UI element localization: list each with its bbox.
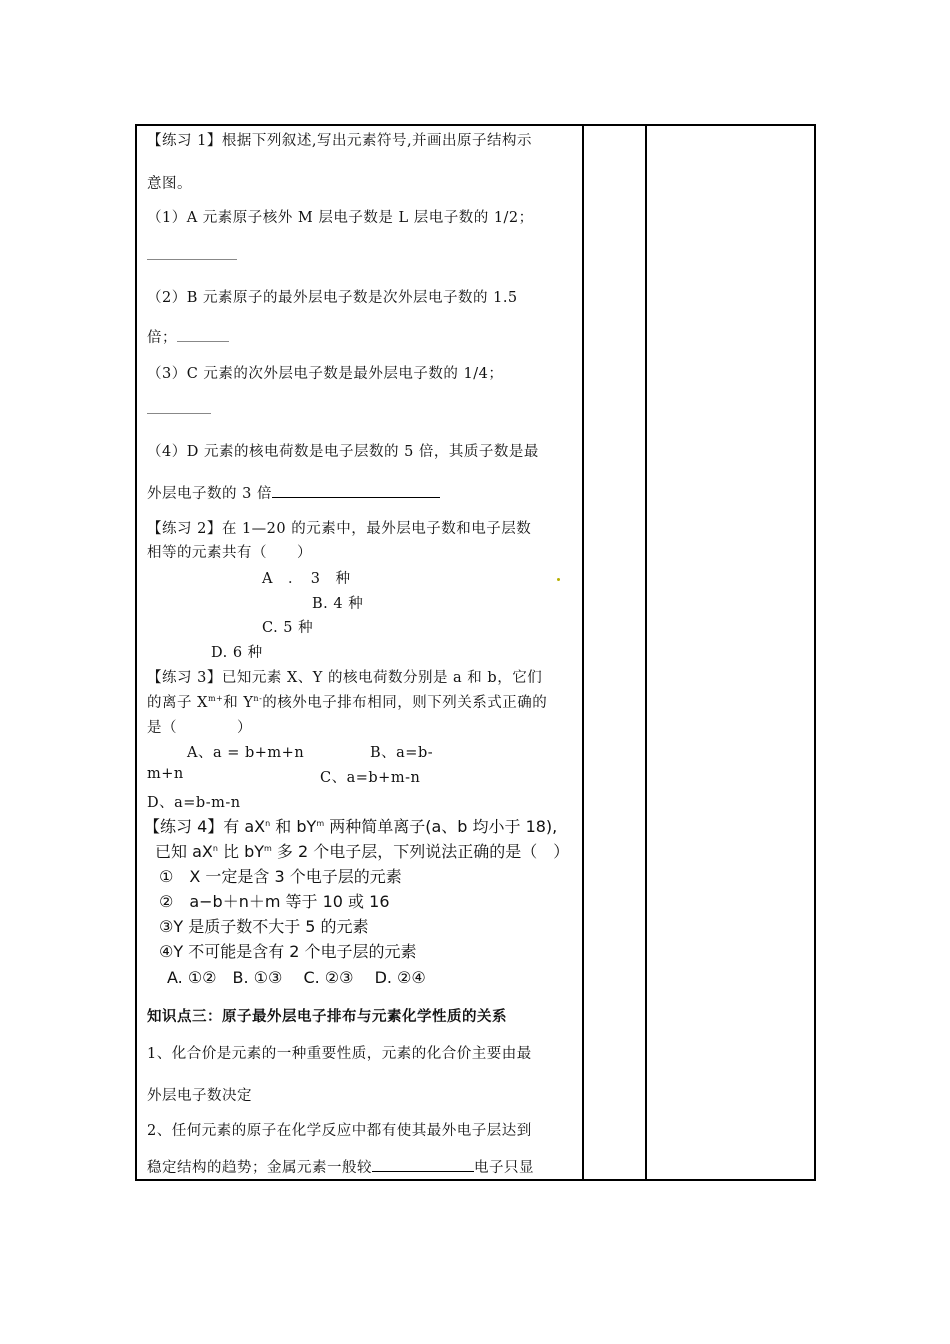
knowledge-point-3-item-1-cont: 外层电子数决定 <box>147 1088 252 1104</box>
exercise-1-question-4-cont <box>147 482 440 503</box>
exercise-4-statement-4: ④Y 不可能是含有 2 个电子层的元素 <box>159 942 417 961</box>
exercise-3-heading: 【练习 3】已知元素 X、Y 的核电荷数分别是 a 和 b，它们 <box>147 670 543 686</box>
column-divider <box>645 126 647 1179</box>
exercise-4-statement-1: ① X 一定是含 3 个电子层的元素 <box>159 867 402 886</box>
exercise-4-condition: 已知 $aX^n$ 比 $bY^m$ 多 2 个电子层，下列说法正确的是（ ） <box>155 842 570 861</box>
answer-blank[interactable] <box>147 248 237 264</box>
answer-blank[interactable] <box>147 402 211 418</box>
exercise-4-heading: 【练习 4】有 $aX^n$ 和 $bY^m$ 两种简单离子(a、b 均小于 18), <box>144 817 558 836</box>
exercise-2-option-a: A ． 3 种 <box>262 571 351 587</box>
exercise-3-heading-cont: 的离子 $X^{m+}$和 $Y^{n-}$的核外电子排布相同，则下列关系式正确的 <box>147 694 548 711</box>
exercise-4-options: A. ①② B. ①③ C. ②③ D. ②④ <box>167 968 426 987</box>
question-text: 倍； <box>147 330 177 346</box>
exercise-3-option-d: D、a=b-m-n <box>147 795 241 811</box>
exercise-2-option-d: D. 6 种 <box>211 645 263 661</box>
exercise-2-option-b: B. 4 种 <box>312 596 364 612</box>
exercise-1-question-3: （3）C 元素的次外层电子数是最外层电子数的 1/4； <box>147 366 504 382</box>
exercise-2-heading-cont: 相等的元素共有（ ） <box>147 545 312 561</box>
column-divider <box>582 126 584 1179</box>
exercise-3-heading-end: 是（ ） <box>147 720 252 736</box>
exercise-3-option-a: A、a = b+m+n <box>187 745 305 761</box>
exercise-4-statement-3: ③Y 是质子数不大于 5 的元素 <box>159 917 369 936</box>
exercise-3-option-b-cont: m+n <box>147 766 184 782</box>
exercise-3-option-b: B、a=b- <box>370 745 434 761</box>
knowledge-point-3-title: 知识点三：原子最外层电子排布与元素化学性质的关系 <box>147 1008 507 1025</box>
exercise-1-question-1: （1）A 元素原子核外 M 层电子数是 L 层电子数的 1/2； <box>147 210 534 226</box>
exercise-3-option-c: C、a=b+m-n <box>320 770 421 786</box>
answer-blank[interactable] <box>177 340 229 342</box>
answer-blank[interactable] <box>272 496 440 498</box>
answer-blank[interactable] <box>372 1170 474 1172</box>
worksheet-table <box>135 124 816 1181</box>
exercise-2-heading: 【练习 2】在 1—20 的元素中，最外层电子数和电子层数 <box>147 521 532 537</box>
exercise-1-heading-cont: 意图。 <box>147 176 192 192</box>
knowledge-point-3-item-2: 2、任何元素的原子在化学反应中都有使其最外电子层达到 <box>147 1123 532 1139</box>
exercise-2-option-c: C. 5 种 <box>262 620 314 636</box>
stray-mark <box>557 578 560 581</box>
exercise-1-question-2-cont <box>147 326 229 347</box>
exercise-1-question-2: （2）B 元素原子的最外层电子数是次外层电子数的 1.5 <box>147 290 518 306</box>
exercise-4-statement-2: ② a−b＋n＋m 等于 10 或 16 <box>159 892 390 911</box>
knowledge-point-3-item-2-cont: 稳定结构的趋势；金属元素一般较 电子只显 <box>147 1160 534 1176</box>
exercise-1-question-4: （4）D 元素的核电荷数是电子层数的 5 倍，其质子数是最 <box>147 444 539 460</box>
knowledge-point-3-item-1: 1、化合价是元素的一种重要性质，元素的化合价主要由最 <box>147 1046 532 1062</box>
exercise-1-heading: 【练习 1】根据下列叙述,写出元素符号,并画出原子结构示 <box>147 133 533 149</box>
question-text: 外层电子数的 3 倍 <box>147 486 272 502</box>
